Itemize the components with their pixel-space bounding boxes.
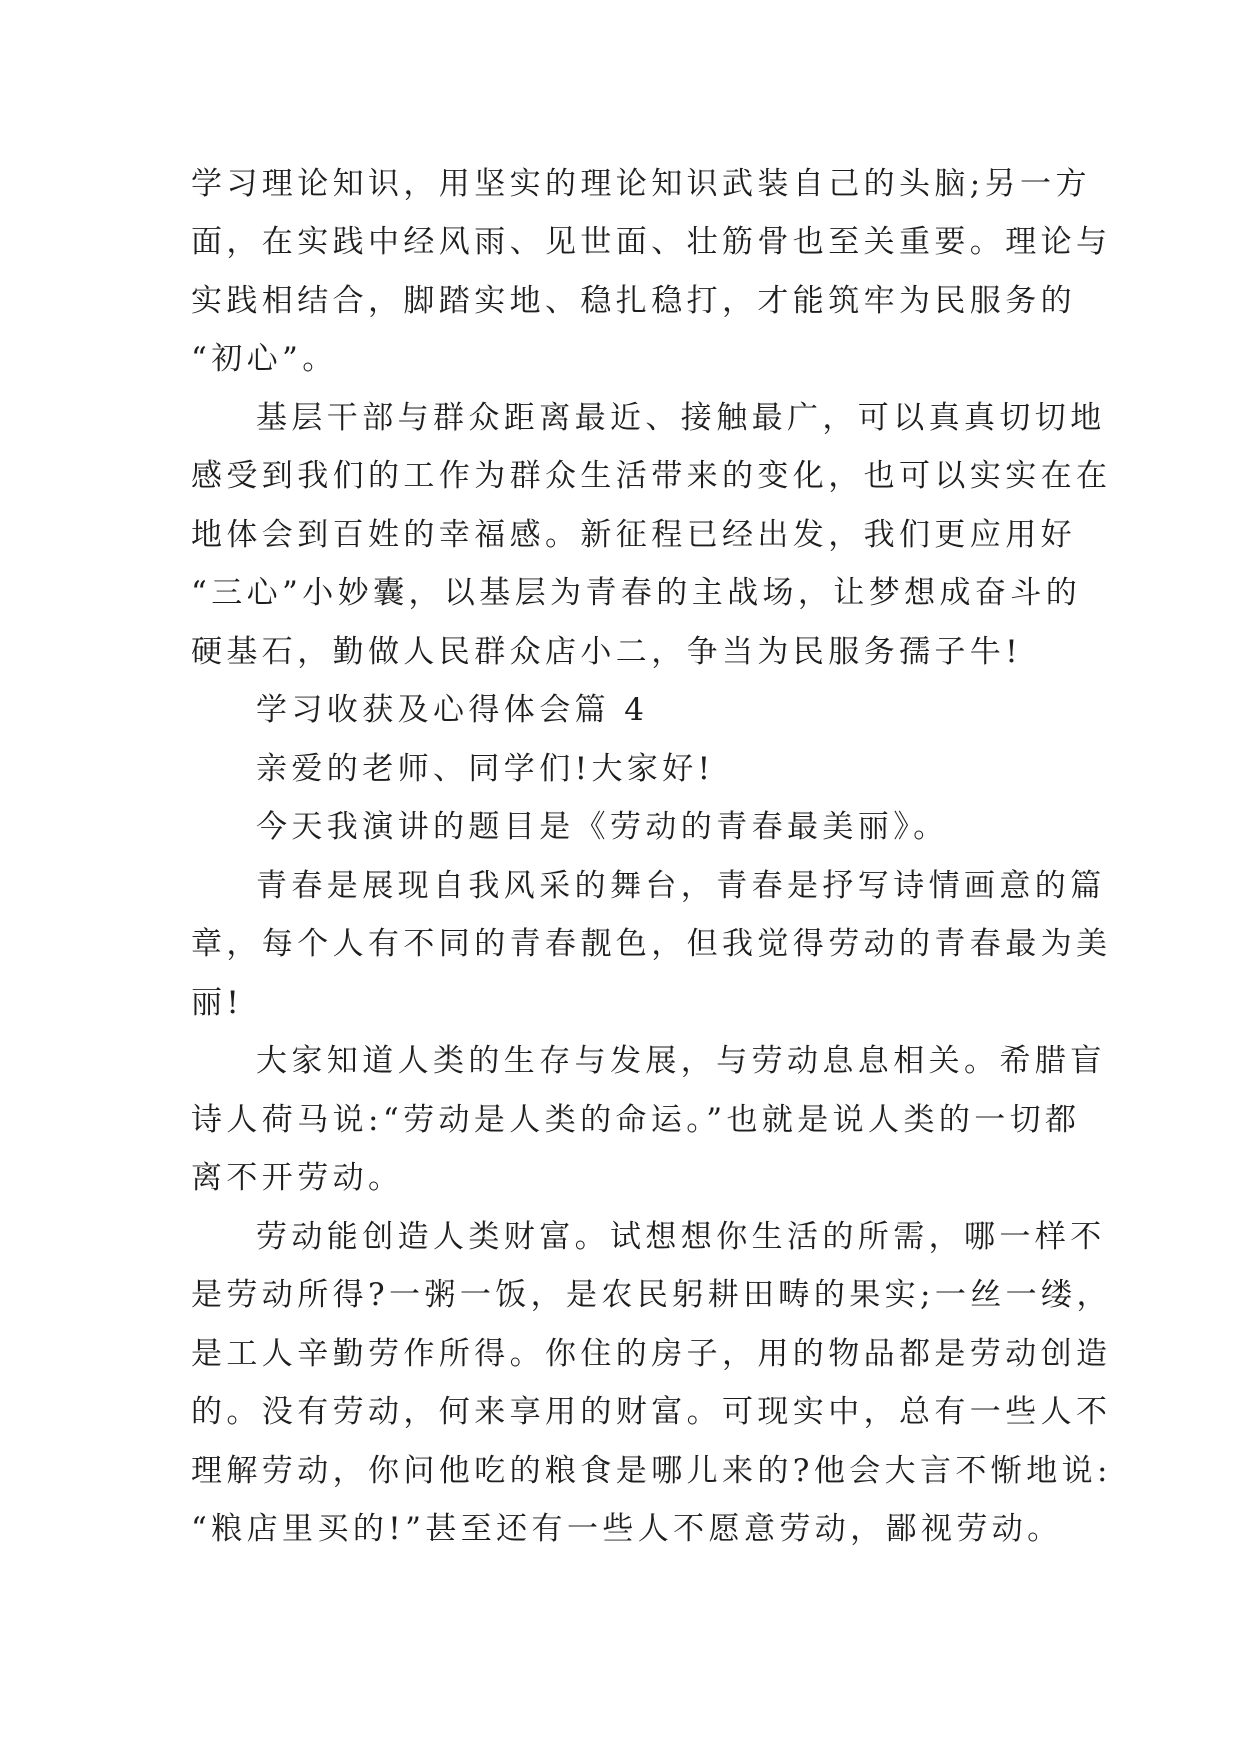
text-line: 感受到我们的工作为群众生活带来的变化，也可以实实在在 — [191, 458, 1112, 494]
text-line: 章，每个人有不同的青春靓色，但我觉得劳动的青春最为美 — [191, 926, 1112, 962]
text-line: 地体会到百姓的幸福感。新征程已经出发，我们更应用好 — [191, 517, 1076, 553]
text-line: 是工人辛勤劳作所得。你住的房子，用的物品都是劳动创造 — [191, 1336, 1112, 1372]
text-line: “三心”小妙囊，以基层为青春的主战场，让梦想成奋斗的 — [191, 575, 1082, 611]
text-line: “初心”。 — [191, 341, 338, 377]
text-line: 理解劳动，你问他吃的粮食是哪儿来的?他会大言不惭地说: — [191, 1453, 1112, 1489]
paragraph-start-line: 基层干部与群众距离最近、接触最广，可以真真切切地 — [256, 400, 1106, 436]
text-line: 丽! — [191, 985, 244, 1021]
paragraph-start-line: 劳动能创造人类财富。试想想你生活的所需，哪一样不 — [256, 1219, 1106, 1255]
greeting-line: 亲爱的老师、同学们!大家好! — [256, 751, 715, 787]
text-line: 面，在实践中经风雨、见世面、壮筋骨也至关重要。理论与 — [191, 224, 1112, 260]
text-line: 离不开劳动。 — [191, 1160, 404, 1196]
text-line: “粮店里买的!”甚至还有一些人不愿意劳动，鄙视劳动。 — [191, 1511, 1063, 1547]
section-heading: 学习收获及心得体会篇 4 — [256, 692, 649, 728]
text-line: 诗人荷马说:“劳动是人类的命运。”也就是说人类的一切都 — [191, 1102, 1081, 1138]
speech-title-line: 今天我演讲的题目是《劳动的青春最美丽》。 — [256, 809, 949, 845]
text-line: 是劳动所得?一粥一饭，是农民躬耕田畴的果实;一丝一缕， — [191, 1277, 1112, 1313]
text-line: 学习理论知识，用坚实的理论知识武装自己的头脑;另一方 — [191, 166, 1091, 202]
paragraph-start-line: 青春是展现自我风采的舞台，青春是抒写诗情画意的篇 — [256, 868, 1106, 904]
text-line: 硬基石，勤做人民群众店小二，争当为民服务孺子牛! — [191, 634, 1023, 670]
paragraph-start-line: 大家知道人类的生存与发展，与劳动息息相关。希腊盲 — [256, 1043, 1106, 1079]
text-line: 的。没有劳动，何来享用的财富。可现实中，总有一些人不 — [191, 1394, 1112, 1430]
text-line: 实践相结合，脚踏实地、稳扎稳打，才能筑牢为民服务的 — [191, 283, 1076, 319]
